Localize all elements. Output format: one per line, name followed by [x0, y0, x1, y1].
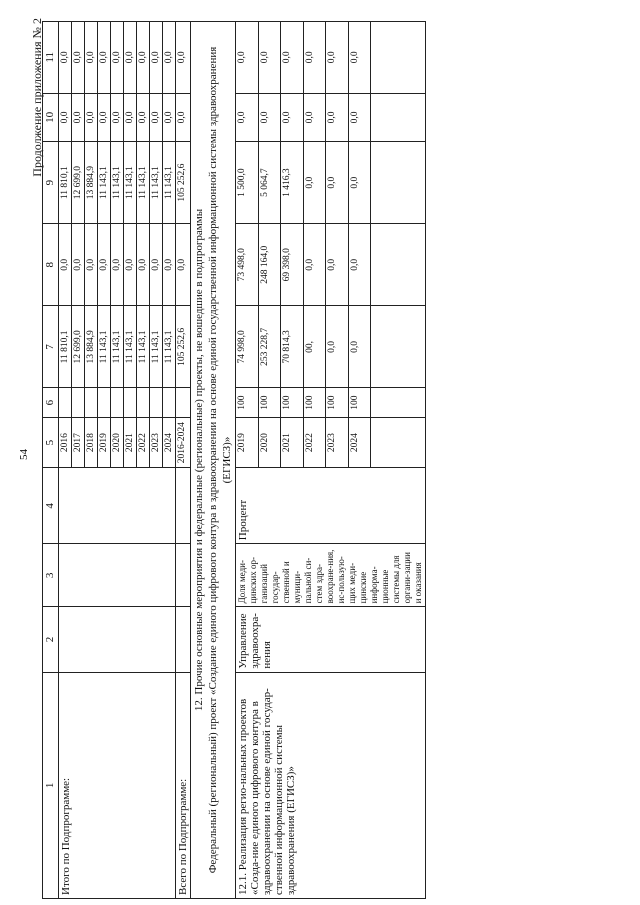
- table-cell: 0,0: [111, 93, 124, 141]
- table-cell: 74 998,0: [236, 306, 259, 388]
- col-header: 2: [43, 607, 59, 672]
- table-cell: 0,0: [303, 224, 326, 306]
- vsego-label: Всего по Подпрограмме:: [176, 672, 191, 898]
- table-cell: [176, 388, 191, 417]
- col-header: 11: [43, 22, 59, 94]
- table-cell: 0,0: [59, 224, 72, 306]
- table-cell: 0,0: [348, 142, 371, 224]
- table-cell: 2017: [72, 417, 85, 468]
- table-cell: [137, 388, 150, 417]
- table-cell: 0,0: [258, 22, 281, 94]
- table-cell: 0,0: [348, 93, 371, 141]
- table-cell: 73 498,0: [236, 224, 259, 306]
- col-header: 8: [43, 224, 59, 306]
- table-cell: 0,0: [326, 22, 349, 94]
- table-cell: 0,0: [150, 224, 163, 306]
- table-cell: 2024: [348, 417, 371, 468]
- table-cell: 0,0: [236, 22, 259, 94]
- table-cell: 100: [236, 388, 259, 417]
- table-cell: 0,0: [281, 22, 304, 94]
- table-cell: 0,0: [326, 142, 349, 224]
- table-cell: 100: [258, 388, 281, 417]
- table-cell: 11 143,1: [137, 142, 150, 224]
- table-cell: 11 810,1: [59, 306, 72, 388]
- table-cell: 0,0: [111, 22, 124, 94]
- table-cell: 0,0: [85, 93, 98, 141]
- table-cell: 0,0: [137, 93, 150, 141]
- row121-unit: Процент: [236, 468, 426, 544]
- table-cell: 2016: [59, 417, 72, 468]
- row121-name: 12.1. Реализация регио-нальных проектов «Созда-ние единого цифрового контура в здравоохранении на основе единой государ-ственной информационной системы здравоохранения (ЕГИСЗ)»: [236, 672, 426, 898]
- table-cell: 2019: [98, 417, 111, 468]
- table-cell: 0,0: [59, 22, 72, 94]
- table-cell: 11 143,1: [137, 306, 150, 388]
- table-cell: 2016-2024: [176, 417, 191, 468]
- section-title: 12. Прочие основные мероприятия и федеральные (региональные) проекты, не вошедшие в подпрограммы: [193, 208, 205, 712]
- table-cell: 11 143,1: [150, 142, 163, 224]
- itogo-row: [59, 22, 72, 899]
- table-cell: 5 064,7: [258, 142, 281, 224]
- table-cell: 0,0: [137, 224, 150, 306]
- table-cell: 248 164,0: [258, 224, 281, 306]
- table-cell: 11 143,1: [124, 142, 137, 224]
- table-cell: 0,0: [348, 306, 371, 388]
- table-cell: 0,0: [124, 93, 137, 141]
- table-cell: 0,0: [85, 224, 98, 306]
- table-cell: 2021: [124, 417, 137, 468]
- col-header: 5: [43, 417, 59, 468]
- table-cell: [98, 388, 111, 417]
- table-cell: 253 228,7: [258, 306, 281, 388]
- table-cell: 11 143,1: [98, 142, 111, 224]
- table-cell: 0,0: [98, 224, 111, 306]
- table-cell: 0,0: [59, 93, 72, 141]
- table-cell: 12 699,0: [72, 142, 85, 224]
- table-cell: 11 143,1: [111, 306, 124, 388]
- table-cell: 0,0: [258, 93, 281, 141]
- table-cell: 0,0: [124, 22, 137, 94]
- itogo-label: Итого по Подпрограмме:: [59, 672, 176, 898]
- table-cell: 11 143,1: [124, 306, 137, 388]
- table-cell: 0,0: [72, 22, 85, 94]
- table-cell: 2022: [303, 417, 326, 468]
- table-cell: [163, 388, 176, 417]
- table-cell: 105 252,6: [176, 142, 191, 224]
- table-cell: 105 252,6: [176, 306, 191, 388]
- table-cell: 00,: [303, 306, 326, 388]
- table-cell: 0,0: [303, 22, 326, 94]
- column-number-row: [43, 22, 59, 899]
- col-header: 4: [43, 468, 59, 544]
- table-cell: 0,0: [326, 93, 349, 141]
- table-cell: 0,0: [176, 224, 191, 306]
- table-cell: 0,0: [72, 224, 85, 306]
- row-12-1: [236, 22, 259, 899]
- col-header: 10: [43, 93, 59, 141]
- table-cell: 0,0: [163, 224, 176, 306]
- table-cell: 1 416,3: [281, 142, 304, 224]
- table-cell: [150, 388, 163, 417]
- table-cell: 2020: [111, 417, 124, 468]
- table-cell: 13 884,9: [85, 306, 98, 388]
- page-number: 54: [18, 449, 30, 460]
- table-cell: 11 143,1: [98, 306, 111, 388]
- table-cell: [72, 388, 85, 417]
- table-cell: 100: [281, 388, 304, 417]
- table-cell: 0,0: [111, 224, 124, 306]
- table-cell: 0,0: [176, 22, 191, 94]
- table-cell: 11 143,1: [111, 142, 124, 224]
- table-cell: 0,0: [150, 93, 163, 141]
- table-cell: 0,0: [163, 22, 176, 94]
- table-cell: 2023: [150, 417, 163, 468]
- table-cell: 2021: [281, 417, 304, 468]
- table-cell: 0,0: [348, 224, 371, 306]
- table-cell: [85, 388, 98, 417]
- table-cell: 0,0: [72, 93, 85, 141]
- row121-executor: Управление здравоохра-нения: [236, 607, 426, 672]
- vsego-row: [176, 22, 191, 899]
- table-cell: 13 884,9: [85, 142, 98, 224]
- table-cell: 0,0: [124, 224, 137, 306]
- table-cell: 2020: [258, 417, 281, 468]
- table-cell: 2024: [163, 417, 176, 468]
- table-cell: 0,0: [150, 22, 163, 94]
- col-header: 6: [43, 388, 59, 417]
- table-cell: 0,0: [326, 306, 349, 388]
- table-cell: 0,0: [163, 93, 176, 141]
- col-header: 1: [43, 672, 59, 898]
- table-cell: 11 143,1: [163, 306, 176, 388]
- table-cell: 69 398,0: [281, 224, 304, 306]
- col-header: 7: [43, 306, 59, 388]
- table-cell: 0,0: [137, 22, 150, 94]
- table-cell: 12 699,0: [72, 306, 85, 388]
- table-cell: [59, 388, 72, 417]
- continuation-note: Продолжение приложения № 2: [30, 18, 44, 177]
- col-header: 9: [43, 142, 59, 224]
- table-cell: 11 143,1: [163, 142, 176, 224]
- table-cell: 2018: [85, 417, 98, 468]
- budget-table: [42, 21, 426, 899]
- table-cell: 0,0: [85, 22, 98, 94]
- table-cell: 0,0: [348, 22, 371, 94]
- table-cell: [111, 388, 124, 417]
- table-cell: 0,0: [98, 22, 111, 94]
- table-cell: 2022: [137, 417, 150, 468]
- table-cell: 0,0: [176, 93, 191, 141]
- row121-indicator: Доля меди-цинских ор-ганизаций государ-ственной и муници-пальной си-стем здра-воохране-ния, ис-пользую-щих меди-цинские информа-ционные системы для органи-зации и оказания: [236, 544, 426, 607]
- table-cell: 100: [303, 388, 326, 417]
- table-cell: 70 814,3: [281, 306, 304, 388]
- table-cell: 0,0: [98, 93, 111, 141]
- table-cell: 2023: [326, 417, 349, 468]
- table-cell: 1 500,0: [236, 142, 259, 224]
- section-subtitle: Федеральный (региональный) проект «Создание единого цифрового контура в здравоохранении на основе единой государственной информационной системы здравоохранения (ЕГИСЗ)»: [207, 46, 233, 874]
- table-cell: 0,0: [281, 93, 304, 141]
- section-12-row: [191, 22, 236, 899]
- table-cell: 100: [348, 388, 371, 417]
- table-cell: 11 810,1: [59, 142, 72, 224]
- table-cell: 2019: [236, 417, 259, 468]
- table-cell: 0,0: [236, 93, 259, 141]
- table-cell: 11 143,1: [150, 306, 163, 388]
- table-cell: 0,0: [303, 93, 326, 141]
- table-cell: 0,0: [326, 224, 349, 306]
- table-cell: 100: [326, 388, 349, 417]
- table-cell: 0,0: [303, 142, 326, 224]
- col-header: 3: [43, 544, 59, 607]
- table-cell: [124, 388, 137, 417]
